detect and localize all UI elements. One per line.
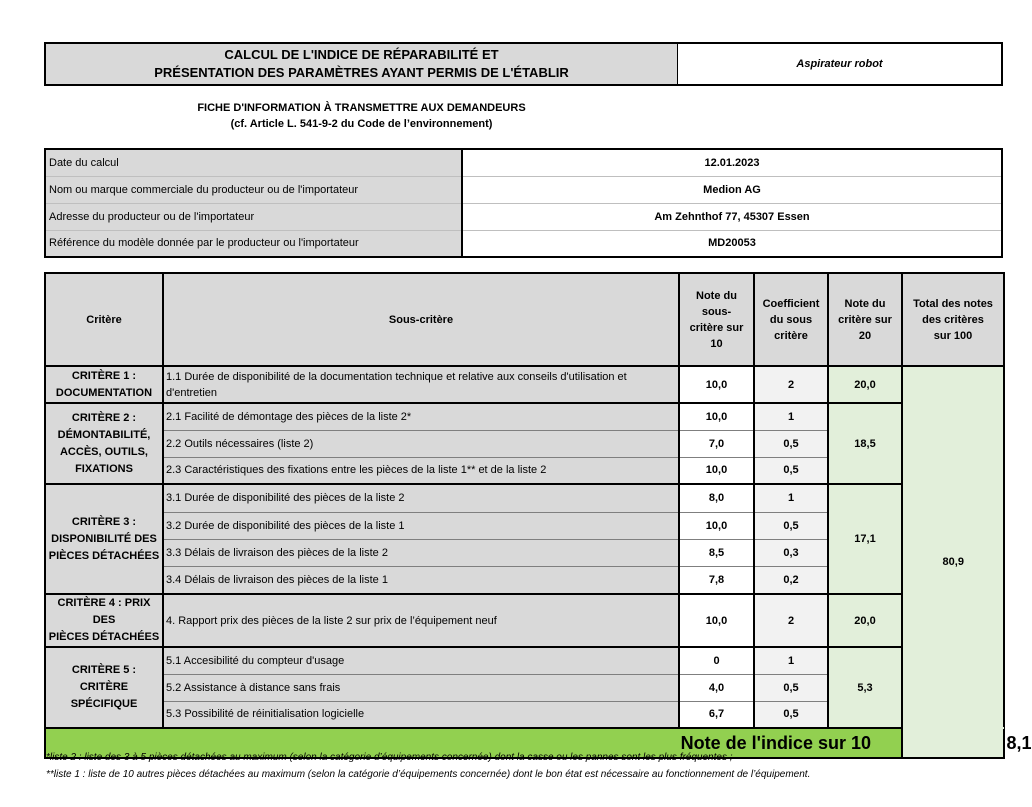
info-row: [45, 230, 1002, 257]
col-total-line: Total des notes: [913, 297, 993, 310]
info-label: Nom ou marque commerciale du producteur ou de l'importateur: [45, 176, 462, 203]
col-total-line: sur 100: [933, 329, 973, 342]
subcriterion-label: 2.3 Caractéristiques des fixations entre les pièces de la liste 1** et de la liste 2: [163, 457, 679, 484]
criterion-name-line: PIÈCES DÉTACHÉES: [48, 631, 160, 643]
info-value: Medion AG: [462, 176, 1002, 203]
criterion-2-score: 18,5: [828, 403, 902, 484]
subcriterion-note: 8,0: [679, 484, 754, 512]
table-row: [45, 484, 1004, 512]
info-row: [45, 176, 1002, 203]
criterion-name-line: CRITÈRE 5 : CRITÈRE: [71, 664, 137, 693]
product-category: Aspirateur robot: [678, 42, 1003, 86]
info-label: Date du calcul: [45, 149, 462, 176]
criterion-4-score: 20,0: [828, 594, 902, 647]
subcriterion-coef: 0,5: [754, 701, 828, 728]
subcriterion-label: 2.2 Outils nécessaires (liste 2): [163, 430, 679, 457]
header-row: [45, 273, 1004, 366]
document-title: [44, 42, 679, 86]
subcriterion-note: 10,0: [679, 457, 754, 484]
subcriterion-coef: 1: [754, 484, 828, 512]
final-row: Note de l'indice sur 10 8,1: [45, 728, 1004, 758]
subcriterion-label: 3.1 Durée de disponibilité des pièces de la liste 2: [163, 484, 679, 512]
subcriterion-note: 7,0: [679, 430, 754, 457]
col-coefficient: [754, 273, 828, 366]
subcriterion-note: 4,0: [679, 674, 754, 701]
subcriterion-coef: 0,2: [754, 566, 828, 594]
subcriterion-label: 4. Rapport prix des pièces de la liste 2 sur prix de l’équipement neuf: [163, 594, 679, 647]
col-note-crit-line: critère sur 20: [838, 313, 892, 342]
criterion-name-line: FIXATIONS: [75, 462, 133, 475]
subcriterion-label: 3.3 Délais de livraison des pièces de la liste 2: [163, 539, 679, 566]
subtitle-line-2: (cf. Article L. 541-9-2 du Code de l’environnement): [230, 118, 493, 130]
subtitle-line-1: FICHE D'INFORMATION À TRANSMETTRE AUX DEMANDEURS: [197, 102, 526, 114]
subcriterion-note: 10,0: [679, 512, 754, 539]
criterion-name-line: PIÈCES DÉTACHÉES: [48, 549, 160, 562]
subcriterion-label: 3.4 Délais de livraison des pièces de la liste 1: [163, 566, 679, 594]
col-note-critere: [828, 273, 902, 366]
criterion-4-name: [45, 594, 163, 647]
subcriterion-note: 10,0: [679, 594, 754, 647]
criterion-name-line: DÉMONTABILITÉ,: [57, 428, 151, 441]
subcriterion-coef: 0,5: [754, 512, 828, 539]
criterion-name-line: DOCUMENTATION: [55, 386, 153, 399]
criterion-2-name: [45, 403, 163, 484]
total-score: 80,9: [902, 366, 1004, 758]
info-value: 12.01.2023: [462, 149, 1002, 176]
criterion-3-name: [45, 484, 163, 594]
subcriterion-coef: 2: [754, 594, 828, 647]
criterion-1-score: 20,0: [828, 366, 902, 403]
info-label: Référence du modèle donnée par le producteur ou l'importateur: [45, 230, 462, 257]
info-label: Adresse du producteur ou de l'importateur: [45, 203, 462, 230]
subcriterion-coef: 1: [754, 403, 828, 430]
subcriterion-coef: 2: [754, 366, 828, 403]
subcriterion-note: 10,0: [679, 403, 754, 430]
subcriterion-note: 8,5: [679, 539, 754, 566]
info-value: MD20053: [462, 230, 1002, 257]
col-coef-line: du sous: [769, 313, 813, 326]
table-row: [45, 594, 1004, 647]
col-coef-line: critère: [774, 329, 808, 342]
table-row: [45, 647, 1004, 674]
col-sous-critere: Sous-critère: [163, 273, 679, 366]
subcriterion-coef: 0,3: [754, 539, 828, 566]
col-total-line: des critères: [922, 313, 984, 326]
criterion-name-line: DISPONIBILITÉ DES: [51, 532, 157, 545]
col-total: [902, 273, 1004, 366]
subcriterion-label: 3.2 Durée de disponibilité des pièces de la liste 1: [163, 512, 679, 539]
col-coef-line: Coefficient: [762, 297, 820, 310]
criterion-name-line: ACCÈS, OUTILS,: [59, 445, 148, 458]
col-note-sous-line: Note du sous-: [696, 289, 737, 318]
table-row: [45, 403, 1004, 430]
info-table: [44, 148, 1003, 258]
subcriterion-coef: 1: [754, 647, 828, 674]
subcriterion-label: 5.3 Possibilité de réinitialisation logicielle: [163, 701, 679, 728]
scoring-table: [44, 272, 1032, 759]
subcriterion-note: 10,0: [679, 366, 754, 403]
col-note-crit-line: Note du: [844, 297, 886, 310]
subcriterion-note: 7,8: [679, 566, 754, 594]
table-row: [45, 366, 1004, 403]
title-line-1: CALCUL DE L'INDICE DE RÉPARABILITÉ ET: [224, 47, 499, 62]
criterion-name-line: CRITÈRE 1 :: [71, 369, 137, 382]
criterion-name-line: CRITÈRE 2 :: [71, 411, 137, 424]
criterion-5-score: 5,3: [828, 647, 902, 728]
subcriterion-coef: 0,5: [754, 430, 828, 457]
info-row: [45, 203, 1002, 230]
info-value: Am Zehnthof 77, 45307 Essen: [462, 203, 1002, 230]
subcriterion-coef: 0,5: [754, 674, 828, 701]
col-note-sous-critere: [679, 273, 754, 366]
criterion-name-line: CRITÈRE 4 : PRIX DES: [57, 597, 151, 626]
subcriterion-label: 5.2 Assistance à distance sans frais: [163, 674, 679, 701]
footnote-liste-1: **liste 1 : liste de 10 autres pièces détachées au maximum (selon la catégorie d’équipements concernée) dont le bon état est nécessaire au fonctionnement de l’équipement.: [46, 769, 811, 780]
criterion-name-line: CRITÈRE 3 :: [71, 515, 137, 528]
subcriterion-note: 0: [679, 647, 754, 674]
footnote-liste-2: *liste 2 : liste des 3 à 5 pièces détachées au maximum (selon la catégorie d’équipements concernée) dont la casse ou les pannes sont les plus fréquentes ;: [46, 752, 733, 763]
criterion-3-score: 17,1: [828, 484, 902, 594]
info-row: [45, 149, 1002, 176]
col-note-sous-line: critère sur 10: [689, 321, 744, 350]
subcriterion-label: 1.1 Durée de disponibilité de la documentation technique et relative aux conseils d'utilisation et d'entretien: [163, 366, 679, 403]
subcriterion-label: 5.1 Accesibilité du compteur d'usage: [163, 647, 679, 674]
subcriterion-coef: 0,5: [754, 457, 828, 484]
title-line-2: PRÉSENTATION DES PARAMÈTRES AYANT PERMIS DE L'ÉTABLIR: [154, 65, 569, 80]
criterion-5-name: [45, 647, 163, 728]
final-score-label: Note de l'indice sur 10: [45, 728, 902, 758]
subcriterion-label: 2.1 Facilité de démontage des pièces de la liste 2*: [163, 403, 679, 430]
col-critere: Critère: [45, 273, 163, 366]
criterion-1-name: [45, 366, 163, 403]
subtitle: [44, 100, 679, 132]
criterion-name-line: SPÉCIFIQUE: [70, 698, 138, 710]
subcriterion-note: 6,7: [679, 701, 754, 728]
